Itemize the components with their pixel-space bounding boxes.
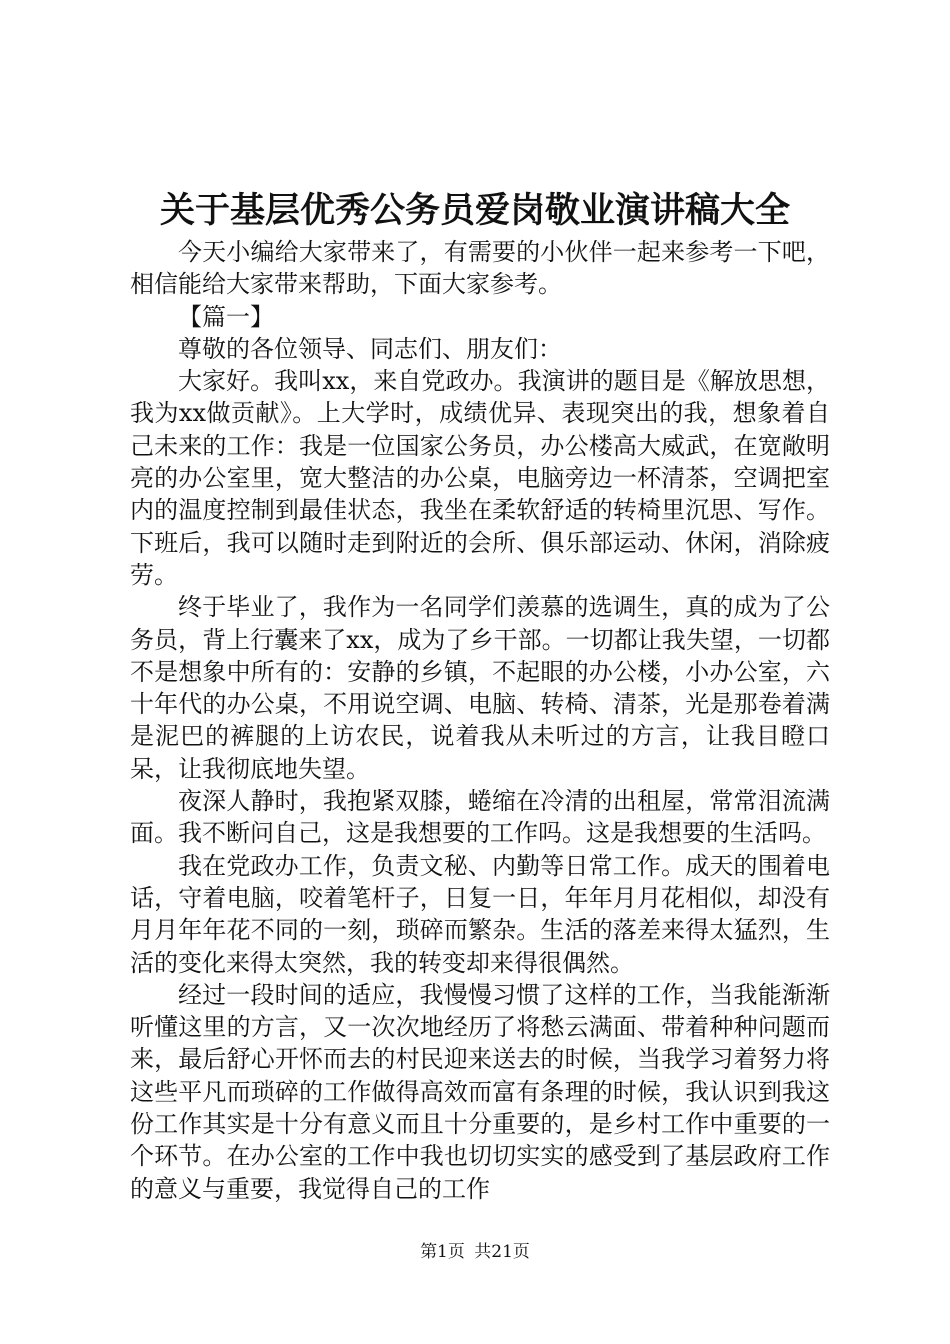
paragraph-intro: 今天小编给大家带来了，有需要的小伙伴一起来参考一下吧，相信能给大家带来帮助，下面大家参考。 — [130, 238, 830, 299]
paragraph: 大家好。我叫xx，来自党政办。我演讲的题目是《解放思想，我为xx做贡献》。上大学时，成绩优异、表现突出的我，想象着自己未来的工作：我是一位国家公务员，办公楼高大威武，在宽敞明亮的办公室里，宽大整洁的办公桌，电脑旁边一杯清茶，空调把室内的温度控制到最佳状态，我坐在柔软舒适的转椅里沉思、写作。下班后，我可以随时走到附近的会所、俱乐部运动、休闲，消除疲劳。 — [130, 367, 830, 589]
document-body — [130, 236, 830, 1205]
paragraph: 经过一段时间的适应，我慢慢习惯了这样的工作，当我能渐渐听懂这里的方言，又一次次地经历了将愁云满面、带着种种问题而来，最后舒心开怀而去的村民迎来送去的时候，当我学习着努力将这些平凡而琐碎的工作做得高效而富有条理的时候，我认识到我这份工作其实是十分有意义而且十分重要的，是乡村工作中重要的一个环节。在办公室的工作中我也切切实实的感受到了基层政府工作的意义与重要，我觉得自己的工作 — [130, 980, 830, 1203]
paragraph: 我在党政办工作，负责文秘、内勤等日常工作。成天的围着电话，守着电脑，咬着笔杆子，日复一日，年年月月花相似，却没有月月年年花不同的一刻，琐碎而繁杂。生活的落差来得太猛烈，生活的变化来得太突然，我的转变却来得很偶然。 — [130, 851, 830, 977]
page-number: 第1页 — [420, 1242, 465, 1262]
page-footer — [0, 1240, 950, 1264]
paragraph: 夜深人静时，我抱紧双膝，蜷缩在冷清的出租屋，常常泪流满面。我不断问自己，这是我想要的工作吗。这是我想要的生活吗。 — [130, 787, 830, 848]
paragraph: 终于毕业了，我作为一名同学们羡慕的选调生，真的成为了公务员，背上行囊来了xx，成为了乡干部。一切都让我失望，一切都不是想象中所有的：安静的乡镇，不起眼的办公楼，小办公室，六十年代的办公桌，不用说空调、电脑、转椅、清茶，光是那卷着满是泥巴的裤腿的上访农民，说着我从未听过的方言，让我目瞪口呆，让我彻底地失望。 — [130, 593, 830, 783]
page-total: 共21页 — [474, 1242, 530, 1262]
document-title: 关于基层优秀公务员爱岗敬业演讲稿大全 — [159, 190, 790, 231]
section-heading: 【篇一】 — [178, 302, 274, 331]
salutation: 尊敬的各位领导、同志们、朋友们： — [178, 334, 562, 363]
